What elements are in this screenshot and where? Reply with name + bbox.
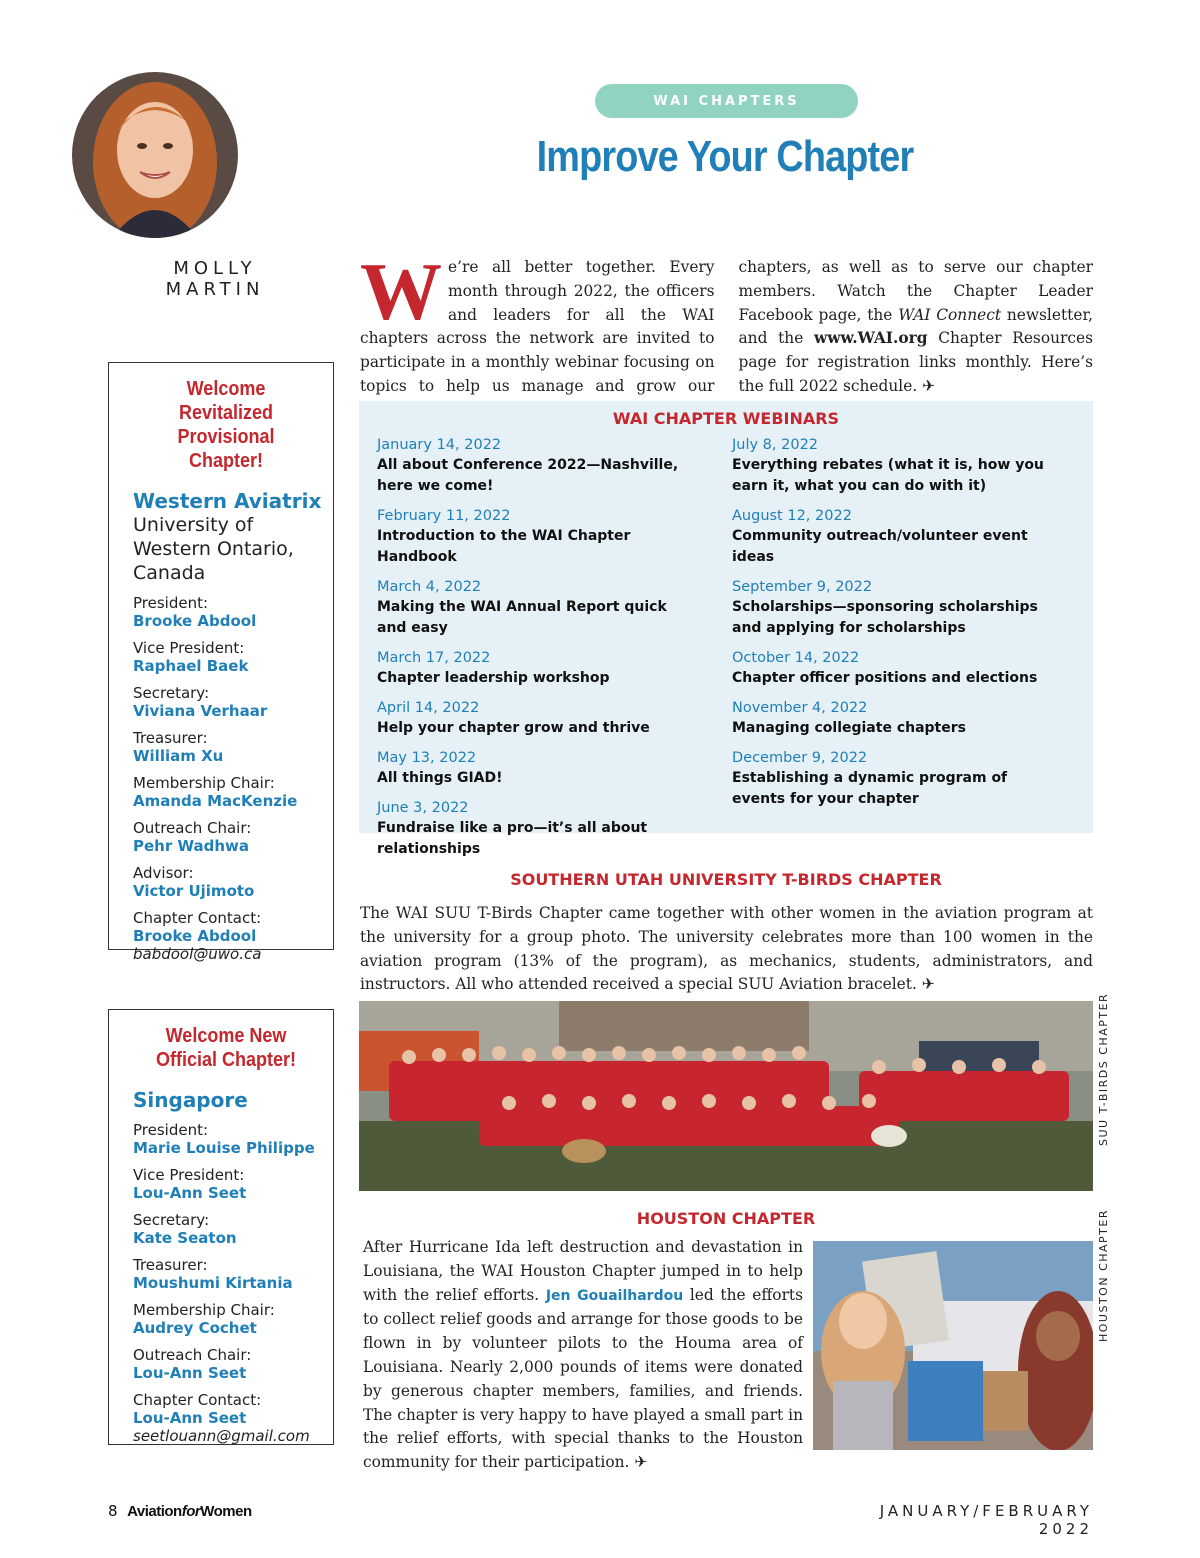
sidebar-box-revitalized <box>108 362 334 963</box>
webinar-topic: Chapter officer positions and elections <box>732 670 1038 686</box>
webinar-date: December 9, 2022 <box>732 750 868 766</box>
webinar-topic: Chapter leadership workshop <box>377 670 610 686</box>
role-label: Advisor: <box>133 864 194 882</box>
intro-text-3: Chapter Resources page for registration links monthly. Here’s the full 2022 schedule. ✈ <box>738 329 1093 395</box>
role-person: Kate Seaton <box>133 1229 237 1247</box>
role-label: Chapter Contact: <box>133 1391 262 1409</box>
webinar-date: September 9, 2022 <box>732 579 873 595</box>
role-entry <box>133 594 333 630</box>
role-person: Audrey Cochet <box>133 1319 257 1337</box>
webinar-topic: Establishing a dynamic program of events for your chapter <box>732 770 1008 807</box>
webinar-item <box>732 577 1062 639</box>
role-label: Secretary: <box>133 1211 210 1229</box>
magazine-name <box>127 1503 252 1520</box>
role-person: Brooke Abdool <box>133 927 257 945</box>
sidebar-box-new-chapter <box>108 1009 334 1445</box>
webinar-item <box>377 748 697 789</box>
role-entry <box>133 774 333 810</box>
intro-text-1: e’re all better together. Every month through 2022, the officers and leaders for all the WAI chapters across the network are invited to participate in a monthly webinar focusing on topics to help us manage and grow our chapters, as well as to serve our chapter members. Watch the Chapter Leader Facebook page, the <box>360 258 1093 395</box>
intro-italic: WAI Connect <box>898 305 1002 324</box>
webinar-date: April 14, 2022 <box>377 700 480 716</box>
role-entry <box>133 909 333 945</box>
role-label: Chapter Contact: <box>133 909 262 927</box>
intro-link[interactable]: www.WAI.org <box>814 329 928 348</box>
role-entry <box>133 1346 333 1382</box>
webinar-item <box>732 748 1062 810</box>
webinar-topic: Introduction to the WAI Chapter Handbook <box>377 528 631 565</box>
box-heading: Welcome Revitalized Provisional Chapter! <box>177 378 275 472</box>
houston-highlight-name: Jen Gouailhardou <box>545 1287 684 1304</box>
webinar-topic: Everything rebates (what it is, how you earn it, what you can do with it) <box>732 457 1044 494</box>
webinar-topic: All things GIAD! <box>377 770 503 786</box>
role-person: Amanda MacKenzie <box>133 792 298 810</box>
webinar-topic: Community outreach/volunteer event ideas <box>732 528 1028 565</box>
houston-photo-caption: HOUSTON CHAPTER <box>1097 1209 1110 1342</box>
webinar-date: August 12, 2022 <box>732 508 852 524</box>
role-label: Treasurer: <box>133 729 208 747</box>
houston-text-2: led the efforts to collect relief goods and arrange for those goods to be flown in by volunteer pilots to the Houma area of Louisiana. Nearly 2,000 pounds of items were donated by generous chapter members, families, and friends. The chapter is very happy to have played a small part in the relief efforts, with special thanks to the Houston community for their participation. ✈ <box>363 1285 804 1472</box>
webinar-item <box>377 577 697 639</box>
role-list <box>133 1121 333 1427</box>
houston-heading: HOUSTON CHAPTER <box>636 1209 816 1228</box>
role-person: William Xu <box>133 747 224 765</box>
webinar-item <box>377 506 697 568</box>
issue-date: JANUARY/FEBRUARY 2022 <box>879 1502 1093 1538</box>
webinar-date: February 11, 2022 <box>377 508 511 524</box>
webinar-item <box>377 798 697 860</box>
role-person: Lou-Ann Seet <box>133 1184 247 1202</box>
section-label: WAI CHAPTERS <box>595 84 858 118</box>
intro-text-2: newsletter, and the <box>738 305 1093 348</box>
webinars-right-column <box>732 435 1062 819</box>
role-person: Raphael Baek <box>133 657 249 675</box>
role-person: Lou-Ann Seet <box>133 1409 247 1427</box>
role-person: Moushumi Kirtania <box>133 1274 293 1292</box>
chapter-name: Singapore <box>133 1088 248 1112</box>
webinars-panel <box>359 401 1093 857</box>
role-label: Treasurer: <box>133 1256 208 1274</box>
intro-paragraph <box>360 246 1093 399</box>
houston-text-1: After Hurricane Ida left destruction and devastation in Louisiana, the WAI Houston Chapter jumped in to help with the relief efforts. <box>363 1238 803 1304</box>
box-heading: Welcome New Official Chapter! <box>155 1025 297 1071</box>
webinar-topic: All about Conference 2022—Nashville, here we come! <box>377 457 679 494</box>
role-label: Vice President: <box>133 1166 245 1184</box>
webinar-item <box>732 698 1062 739</box>
role-person: Brooke Abdool <box>133 612 257 630</box>
webinar-topic: Making the WAI Annual Report quick and easy <box>377 599 667 636</box>
author-photo <box>72 72 238 238</box>
role-entry <box>133 864 333 900</box>
webinar-topic: Help your chapter grow and thrive <box>377 720 650 736</box>
suu-paragraph: The WAI SUU T-Birds Chapter came together with other women in the aviation program at the university for a group photo. The university celebrates more than 100 women in the aviation program (13% of the program), as mechanics, students, administrators, and instructors. All who attended received a special SUU Aviation bracelet. ✈ <box>360 904 1093 994</box>
role-entry <box>133 1301 333 1337</box>
page-number: 8 <box>108 1502 118 1520</box>
role-entry <box>133 639 333 675</box>
contact-email[interactable]: seetlouann@gmail.com <box>133 1427 310 1445</box>
role-entry <box>133 819 333 855</box>
role-list <box>133 594 333 945</box>
webinar-item <box>732 648 1062 689</box>
webinar-item <box>732 506 1062 568</box>
chapter-name: Western Aviatrix <box>133 489 322 513</box>
webinar-item <box>377 648 697 689</box>
role-entry <box>133 1391 333 1427</box>
role-label: Outreach Chair: <box>133 819 252 837</box>
houston-photo <box>813 1241 1093 1450</box>
magazine-name-part3: Women <box>200 1503 252 1520</box>
webinar-topic: Fundraise like a pro—it’s all about relationships <box>377 820 648 857</box>
role-entry <box>133 684 333 720</box>
suu-photo-caption: SUU T-BIRDS CHAPTER <box>1097 992 1110 1146</box>
magazine-name-part1: Aviation <box>127 1503 182 1520</box>
webinar-date: November 4, 2022 <box>732 700 868 716</box>
webinar-date: June 3, 2022 <box>377 800 469 816</box>
role-entry <box>133 1211 333 1247</box>
webinars-title: WAI CHAPTER WEBINARS <box>612 409 840 428</box>
role-label: Secretary: <box>133 684 210 702</box>
role-label: President: <box>133 594 209 612</box>
role-entry <box>133 729 333 765</box>
role-label: Membership Chair: <box>133 1301 275 1319</box>
role-entry <box>133 1166 333 1202</box>
role-person: Viviana Verhaar <box>133 702 268 720</box>
role-person: Pehr Wadhwa <box>133 837 249 855</box>
suu-heading: SOUTHERN UTAH UNIVERSITY T-BIRDS CHAPTER <box>510 870 942 889</box>
role-label: Vice President: <box>133 639 245 657</box>
contact-email[interactable]: babdool@uwo.ca <box>133 945 262 963</box>
webinar-item <box>732 435 1062 497</box>
houston-paragraph <box>363 1236 803 1475</box>
role-label: Membership Chair: <box>133 774 275 792</box>
role-person: Lou-Ann Seet <box>133 1364 247 1382</box>
magazine-name-part2: for <box>181 1503 201 1520</box>
webinar-item <box>377 698 697 739</box>
webinar-topic: Managing collegiate chapters <box>732 720 966 736</box>
suu-group-photo <box>359 1001 1093 1191</box>
role-entry <box>133 1121 333 1157</box>
webinar-date: July 8, 2022 <box>732 437 819 453</box>
webinar-date: January 14, 2022 <box>377 437 502 453</box>
role-label: Outreach Chair: <box>133 1346 252 1364</box>
role-person: Marie Louise Philippe <box>133 1139 315 1157</box>
page-title: Improve Your Chapter <box>536 132 914 181</box>
webinars-left-column <box>377 435 697 869</box>
author-first-name: MOLLY <box>173 258 257 279</box>
webinar-date: October 14, 2022 <box>732 650 860 666</box>
webinar-date: March 17, 2022 <box>377 650 491 666</box>
drop-cap: W <box>360 246 442 337</box>
webinar-item <box>377 435 697 497</box>
webinar-date: March 4, 2022 <box>377 579 482 595</box>
role-entry <box>133 1256 333 1292</box>
chapter-subtitle: University of Western Ontario, Canada <box>133 514 294 584</box>
role-label: President: <box>133 1121 209 1139</box>
author-name <box>110 258 320 300</box>
webinar-topic: Scholarships—sponsoring scholarships and applying for scholarships <box>732 599 1038 636</box>
footer-left <box>108 1502 252 1520</box>
webinar-date: May 13, 2022 <box>377 750 477 766</box>
author-last-name: MARTIN <box>165 279 265 300</box>
role-person: Victor Ujimoto <box>133 882 255 900</box>
